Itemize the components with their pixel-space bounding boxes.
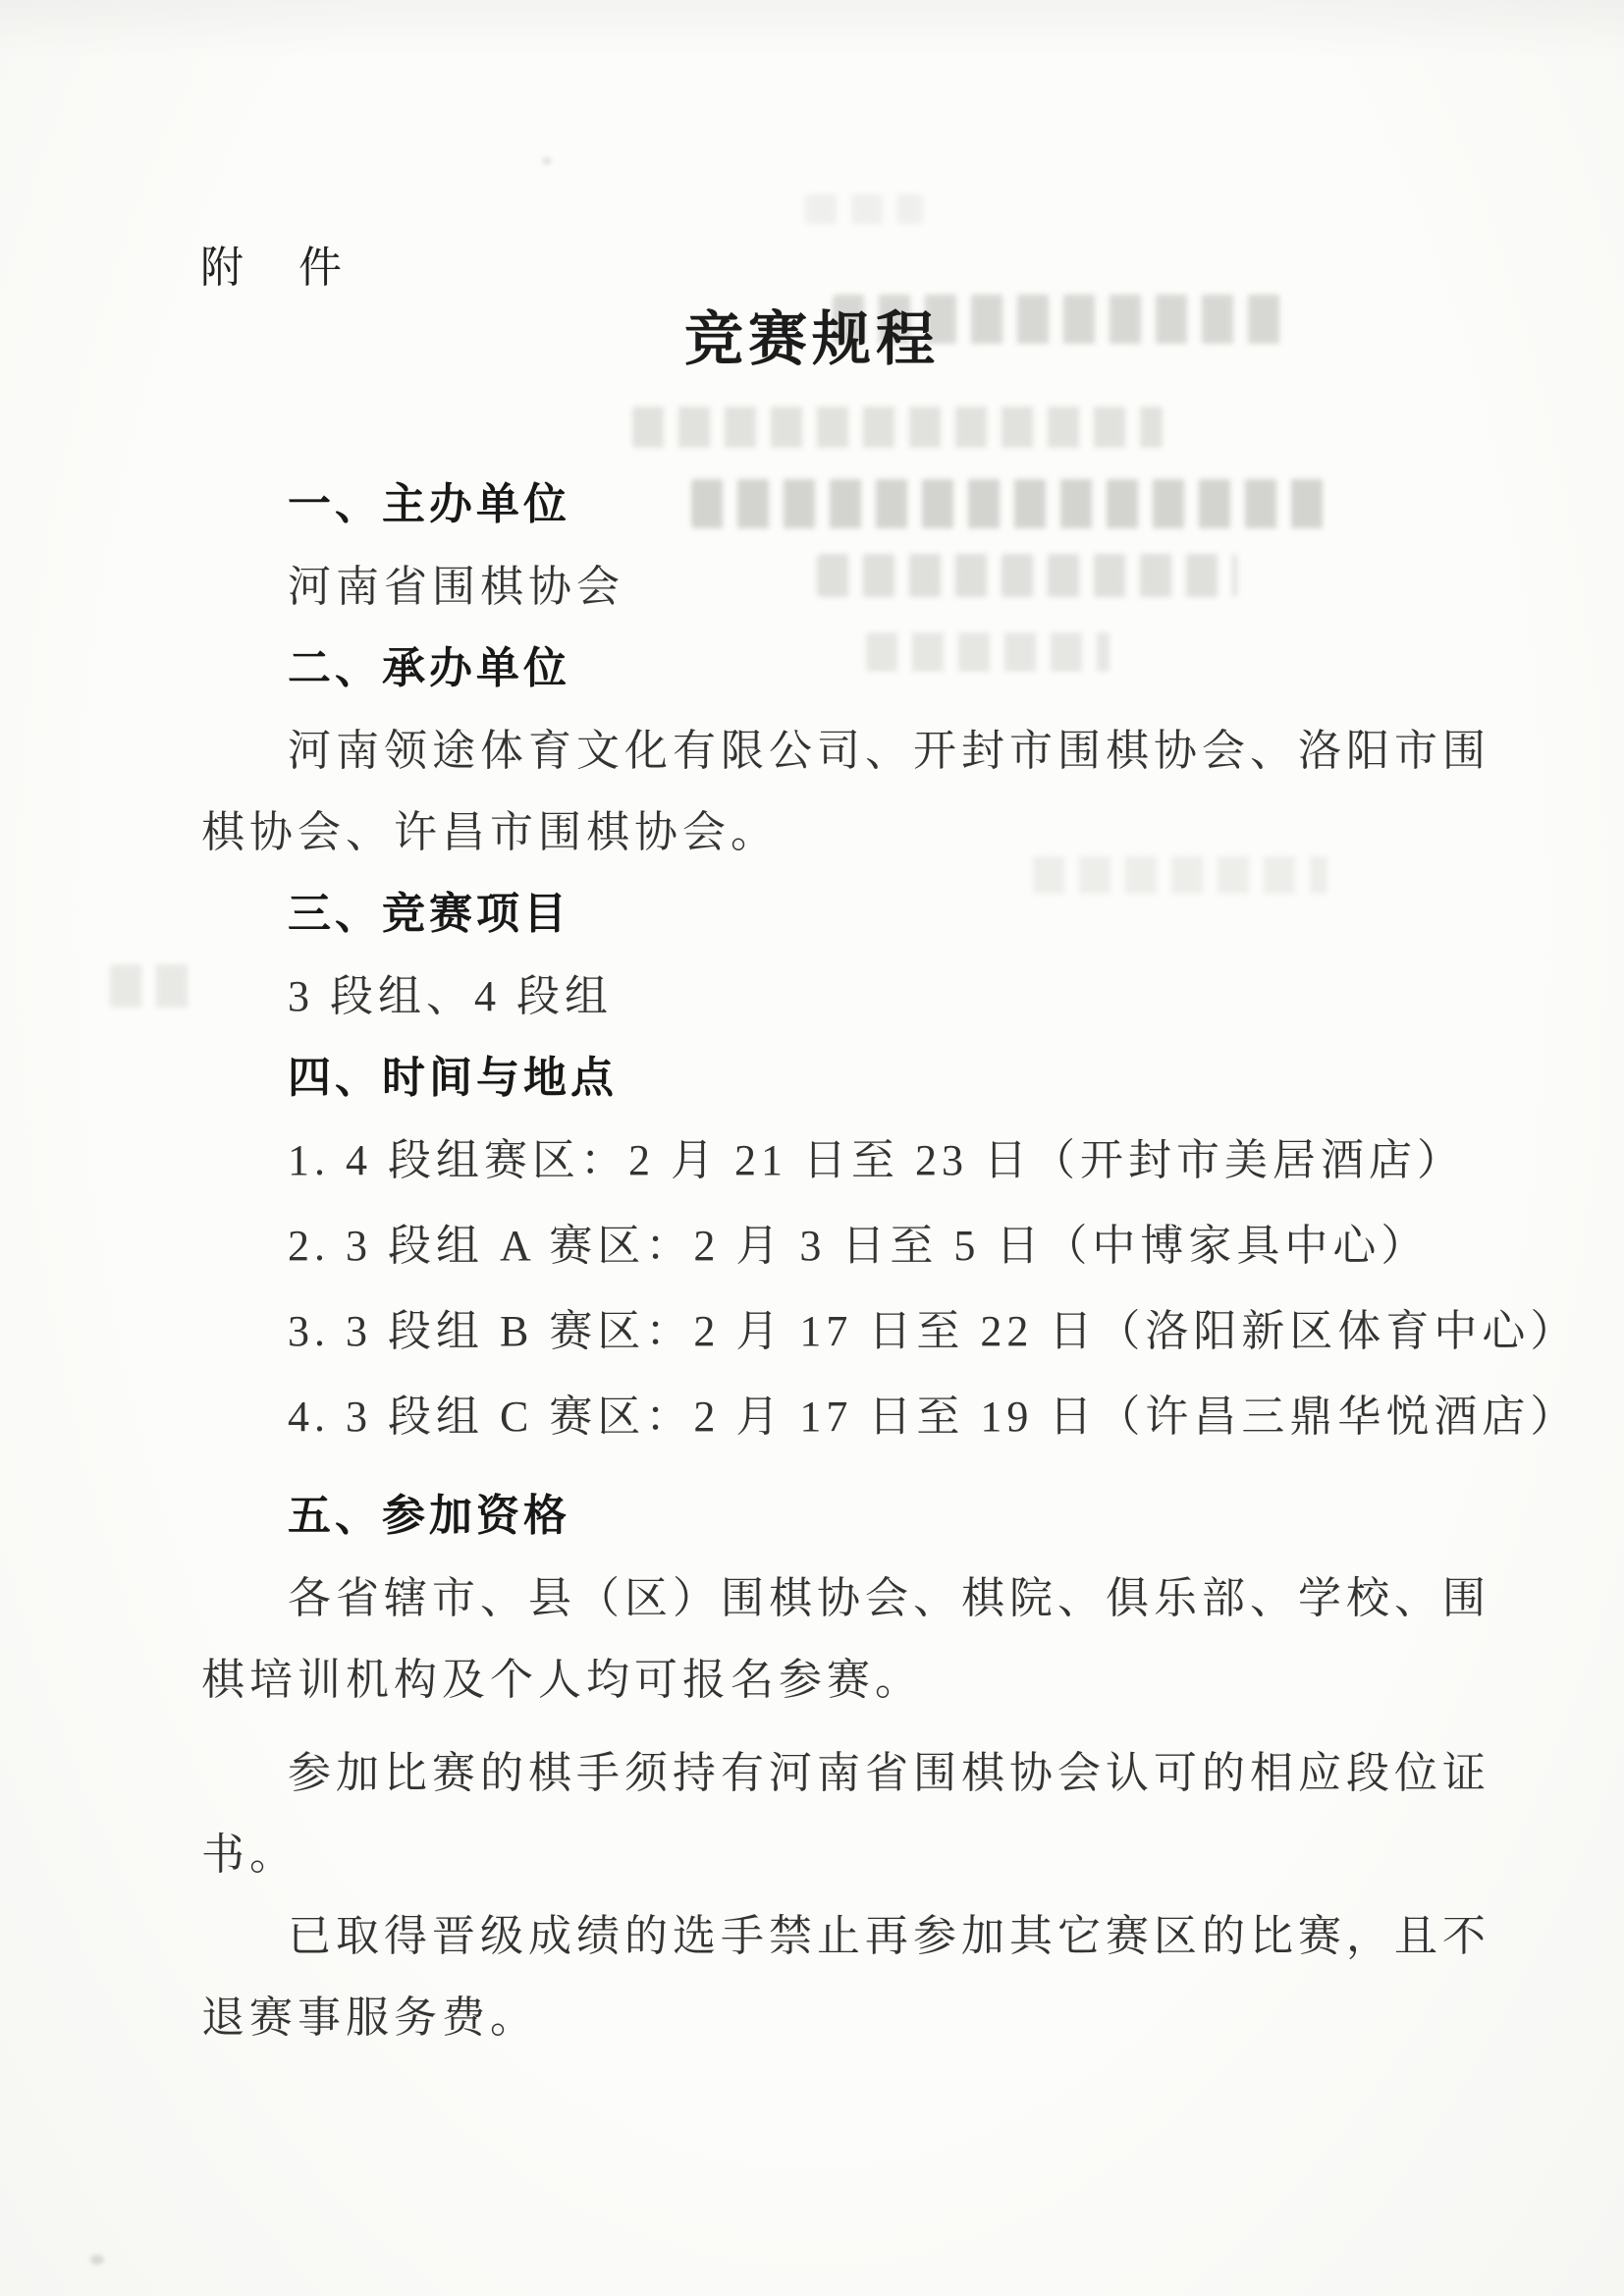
bleed-through-artifact [110,964,196,1008]
schedule-item: 4. 3 段组 C 赛区：2 月 17 日至 19 日（许昌三鼎华悦酒店） [288,1393,1579,1441]
document-line: 退赛事服务费。 [201,1994,538,2042]
schedule-item: 2. 3 段组 A 赛区：2 月 3 日至 5 日（中博家具中心） [288,1222,1430,1270]
schedule-item: 1. 4 段组赛区：2 月 21 日至 23 日（开封市美居酒店） [288,1136,1465,1184]
document-line: 3 段组、4 段组 [288,972,613,1020]
section-heading-organizer: 一、主办单位 [288,480,570,528]
scan-speck [542,157,552,165]
document-line: 棋协会、许昌市围棋协会。 [201,808,779,856]
section-heading-eligibility: 五、参加资格 [288,1492,570,1540]
bleed-through-artifact [1033,856,1327,894]
bleed-through-artifact [632,407,1163,448]
bleed-through-artifact [817,554,1237,597]
bleed-through-artifact [691,479,1335,528]
section-heading-host: 二、承办单位 [288,644,570,692]
document-line: 棋培训机构及个人均可报名参赛。 [201,1656,923,1704]
document-title: 竞赛规程 [684,306,940,372]
scan-speck [90,2255,104,2265]
bleed-through-artifact [805,194,923,224]
document-line: 河南省围棋协会 [288,563,624,611]
section-heading-time-place: 四、时间与地点 [288,1054,618,1102]
document-line: 参加比赛的棋手须持有河南省围棋协会认可的相应段位证 [288,1749,1490,1797]
schedule-item: 3. 3 段组 B 赛区：2 月 17 日至 22 日（洛阳新区体育中心） [288,1307,1579,1355]
document-line: 书。 [201,1831,298,1879]
bleed-through-artifact [866,632,1110,672]
section-heading-events: 三、竞赛项目 [288,890,570,938]
attachment-label: 附 件 [200,244,348,292]
document-line: 已取得晋级成绩的选手禁止再参加其它赛区的比赛，且不 [288,1912,1490,1960]
document-line: 各省辖市、县（区）围棋协会、棋院、俱乐部、学校、围 [288,1574,1490,1622]
document-line: 河南领途体育文化有限公司、开封市围棋协会、洛阳市围 [288,727,1490,775]
